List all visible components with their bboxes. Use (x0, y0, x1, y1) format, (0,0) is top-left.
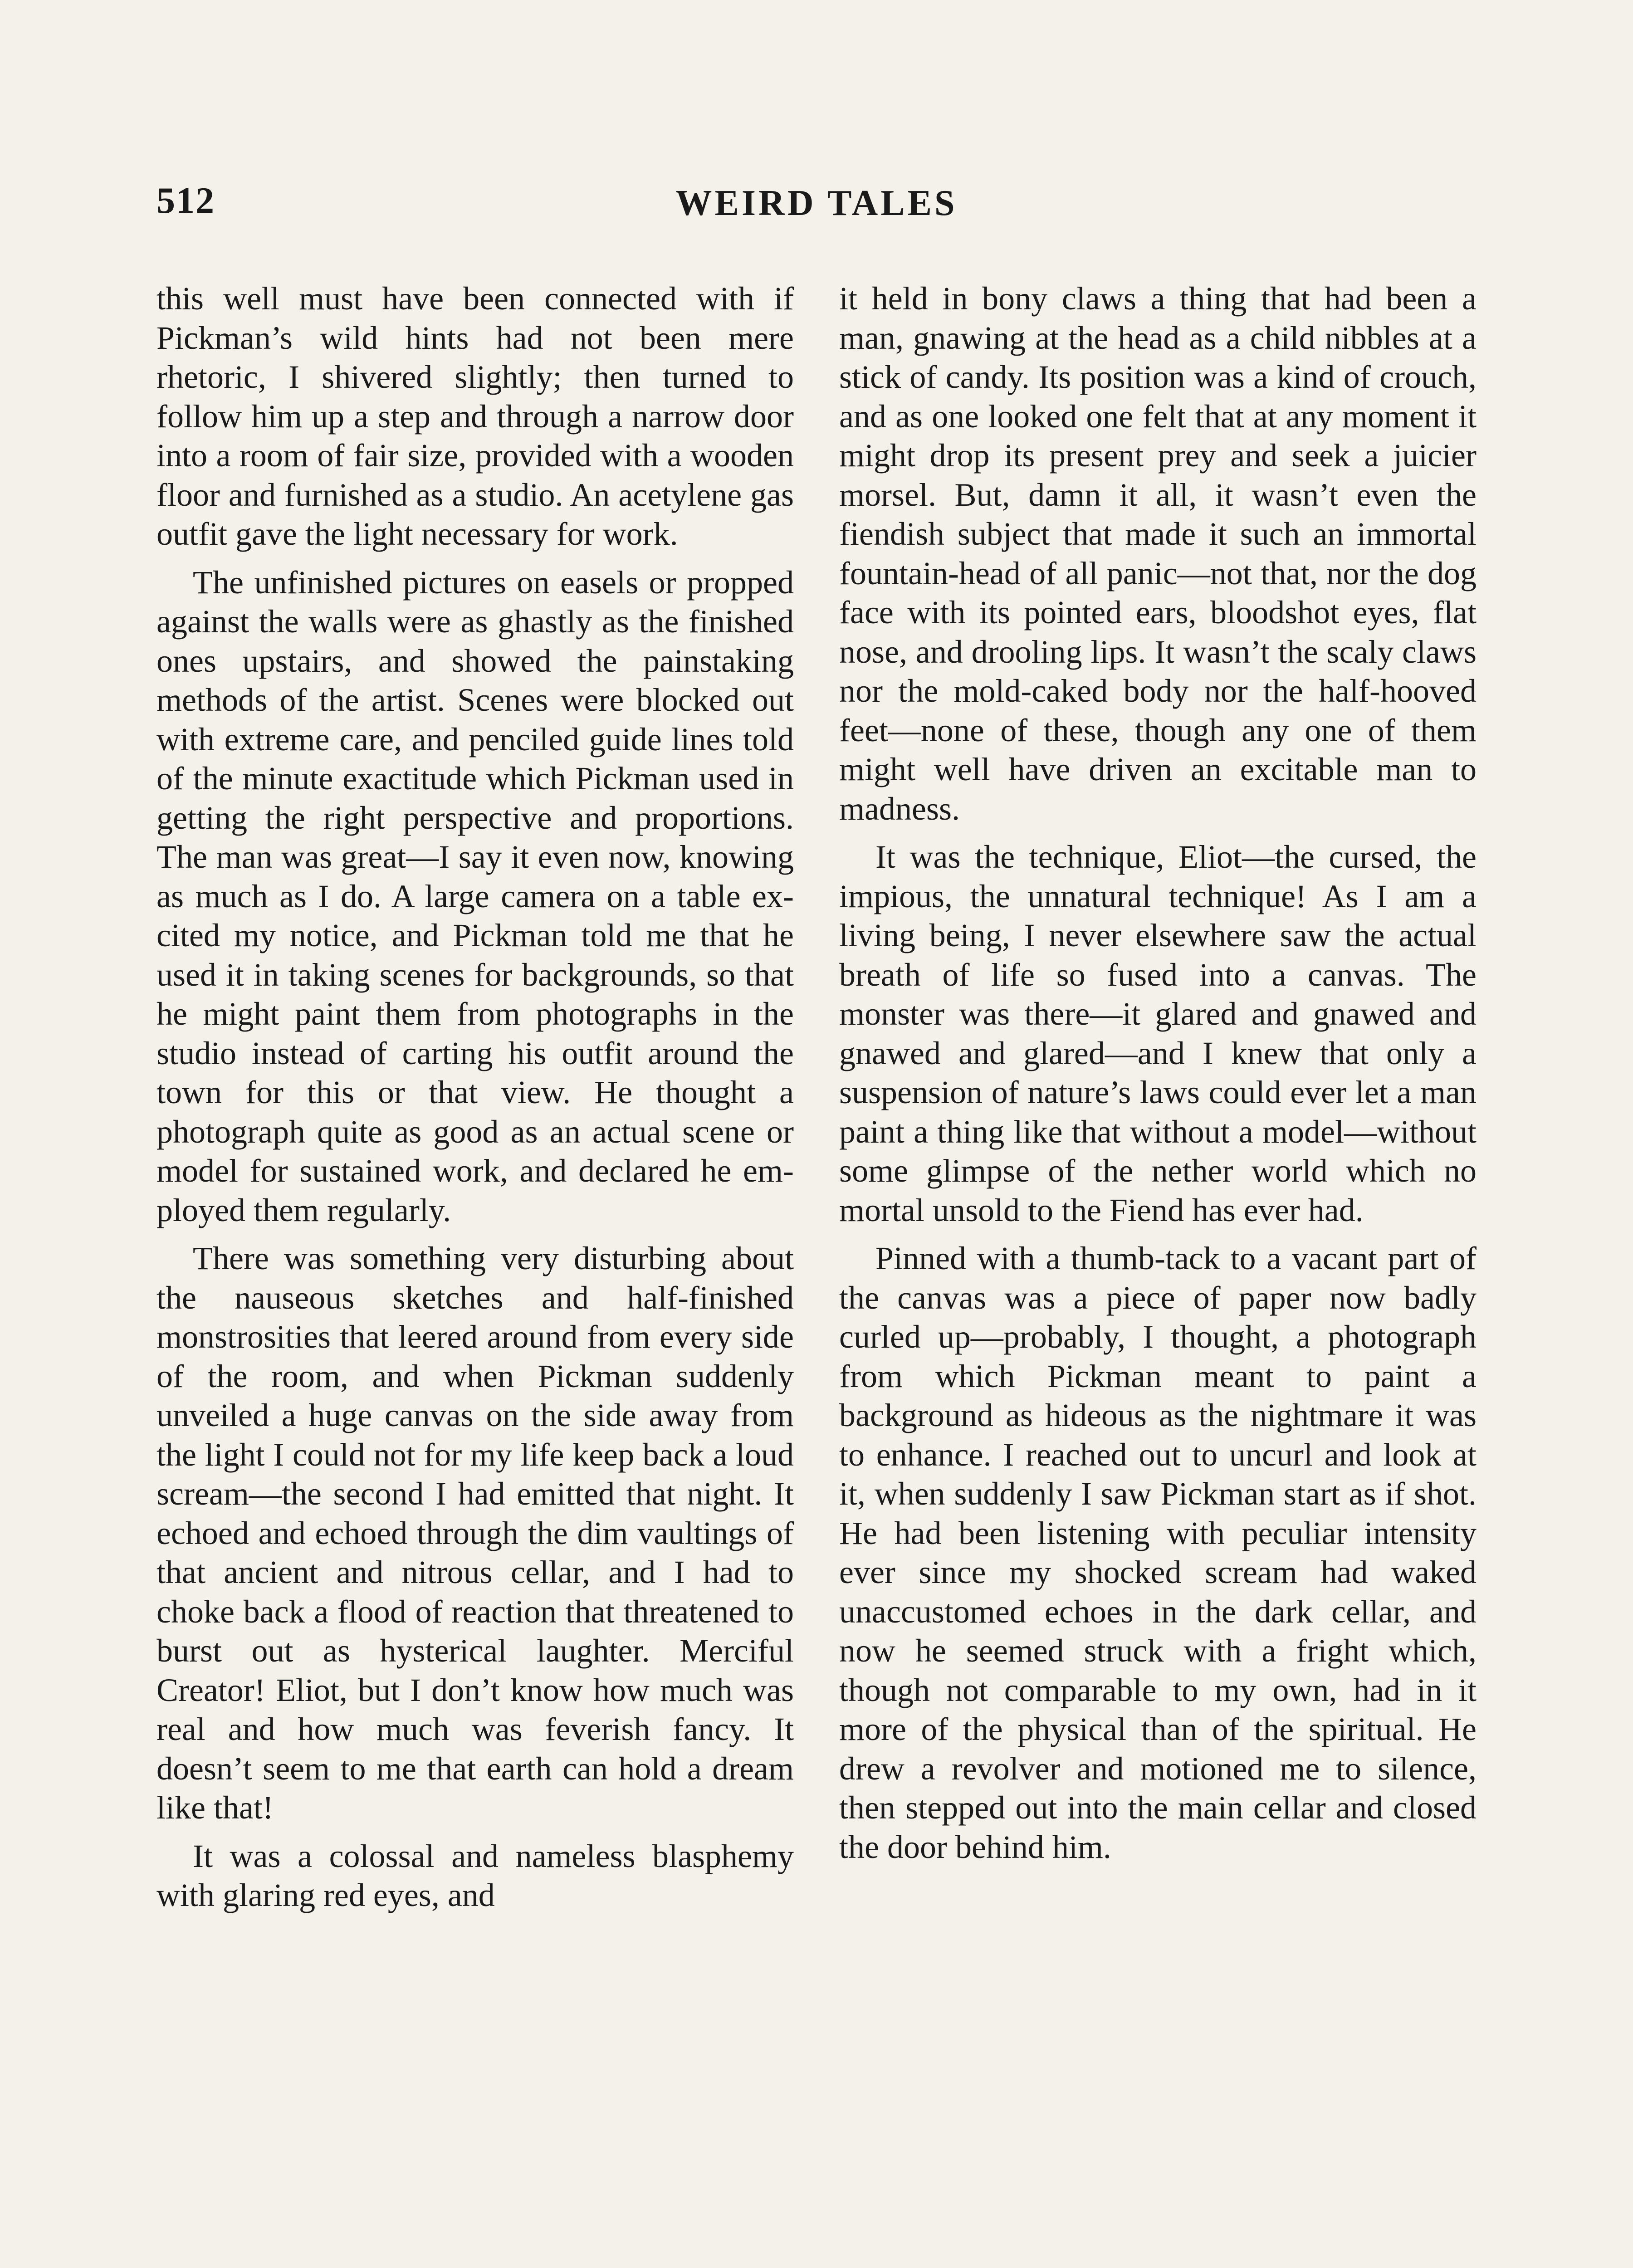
page-number: 512 (156, 180, 215, 221)
paragraph: The unfinished pictures on easels or propped against the walls were as ghastly as the finished ones upstairs, and showed the painstaking methods of the artist. Scenes were blocked out with extreme care, and penciled guide lines told of the minute exactitude which Pickman used in getting the right perspective and proportions. The man was great—I say it even now, knowing as much as I do. A large camera on a table excited my notice, and Pickman told me that he used it in taking scenes for backgrounds, so that he might paint them from photographs in the studio instead of carting his outfit around the town for this or that view. He thought a photograph quite as good as an actual scene or model for sustained work, and declared he employed them regularly. (156, 564, 794, 1228)
paragraph: There was something very disturbing about the nauseous sketches and half-finished monstrosities that leered around from every side of the room, and when Pickman suddenly unveiled a huge canvas on the side away from the light I could not for my life keep back a loud scream—the second I had emitted that night. It echoed and echoed through the dim vaultings of that ancient and nitrous cellar, and I had to choke back a flood of reaction that threatened to burst out as hysterical laughter. Merciful Creator! Eliot, but I don’t know how much was real and how much was feverish fancy. It doesn’t seem to me that earth can hold a dream like that! (156, 1240, 794, 1826)
running-head: WEIRD TALES (675, 183, 958, 223)
right-column (839, 279, 1477, 1876)
paragraph: this well must have been connected with if Pickman’s wild hints had not been mere rhetoric, I shivered slightly; then turned to follow him up a step and through a narrow door into a room of fair size, provided with a wooden floor and furnished as a studio. An acetylene gas outfit gave the light necessary for work. (156, 280, 794, 552)
paragraph: Pinned with a thumb-tack to a vacant part of the canvas was a piece of paper now badly curled up—probably, I thought, a photograph from which Pickman meant to paint a background as hideous as the nightmare it was to enhance. I reached out to uncurl and look at it, when suddenly I saw Pickman start as if shot. He had been listening with peculiar intensity ever since my shocked scream had waked unaccustomed echoes in the dark cellar, and now he seemed struck with a fright which, though not comparable to my own, had in it more of the physical than of the spiritual. He drew a revolver and motioned me to silence, then stepped out into the main cellar and closed the door behind him. (839, 1240, 1477, 1865)
paragraph: It was a colossal and nameless blasphemy with glaring red eyes, and (156, 1838, 794, 1913)
paragraph: it held in bony claws a thing that had been a man, gnawing at the head as a child nibbles at a stick of candy. Its position was a kind of crouch, and as one looked one felt that at any moment it might drop its present prey and seek a juicier morsel. But, damn it all, it wasn’t even the fiendish subject that made it such an immortal fountain-head of all panic—not that, nor the dog face with its pointed ears, bloodshot eyes, flat nose, and drooling lips. It wasn’t the scaly claws nor the mold-caked body nor the half-hooved feet—none of these, though any one of them might well have driven an excitable man to madness. (839, 280, 1477, 827)
paragraph: It was the technique, Eliot—the cursed, the impious, the unnatural technique! As I am a living being, I never elsewhere saw the actual breath of life so fused into a canvas. The monster was there—it glared and gnawed and gnawed and glared—and I knew that only a suspension of nature’s laws could ever let a man paint a thing like that without a model—without some glimpse of the nether world which no mortal unsold to the Fiend has ever had. (839, 839, 1477, 1228)
left-column (156, 279, 794, 1924)
